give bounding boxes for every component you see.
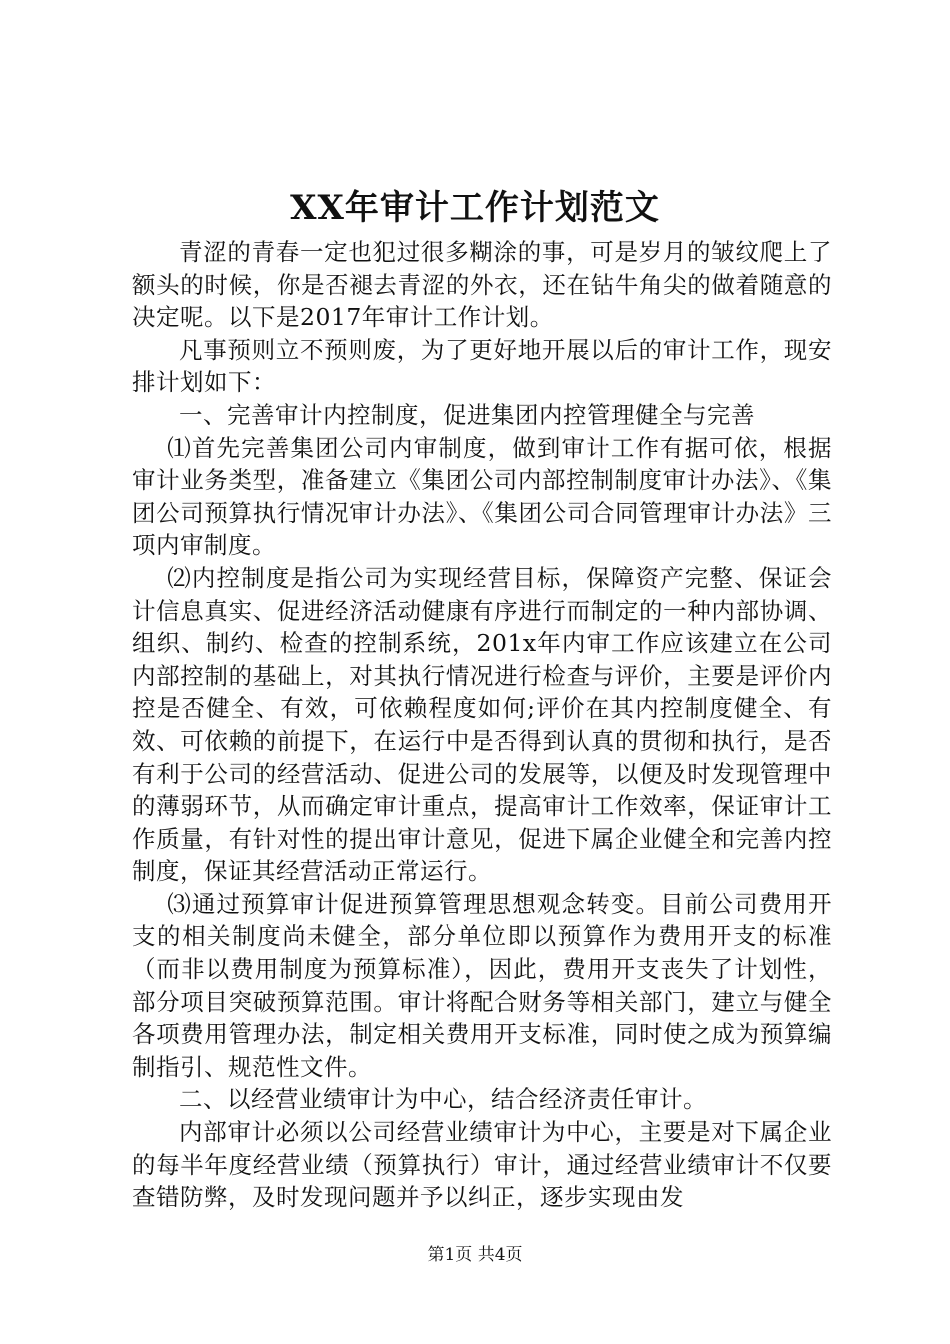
section-2-paragraph: 内部审计必须以公司经营业绩审计为中心，主要是对下属企业的每半年度经营业绩（预算执行）审计，通过经营业绩审计不仅要查错防弊，及时发现问题并予以纠正，逐步实现由发 bbox=[132, 1118, 832, 1212]
item-2-paragraph: ⑵内控制度是指公司为实现经营目标，保障资产完整、保证会计信息真实、促进经济活动健康有序进行而制定的一种内部协调、组织、制约、检查的控制系统，201x年内审工作应该建立在公司内部控制的基础上，对其执行情况进行检查与评价，主要是评价内控是否健全、有效，可依赖程度如何;评价在其内控制度健全、有效、可依赖的前提下，在运行中是否得到认真的贯彻和执行，是否有利于公司的经营活动、促进公司的发展等，以便及时发现管理中的薄弱环节，从而确定审计重点，提高审计工作效率，保证审计工作质量，有针对性的提出审计意见，促进下属企业健全和完善内控制度，保证其经营活动正常运行。 bbox=[132, 563, 832, 886]
item-1-paragraph: ⑴首先完善集团公司内审制度，做到审计工作有据可依，根据审计业务类型，准备建立《集团公司内部控制制度审计办法》、《集团公司预算执行情况审计办法》、《集团公司合同管理审计办法》三项内审制度。 bbox=[132, 433, 832, 560]
page-footer: 第1页 共4页 bbox=[427, 1245, 523, 1265]
document-title: XX年审计工作计划范文 bbox=[290, 188, 660, 228]
item-3-paragraph: ⑶通过预算审计促进预算管理思想观念转变。目前公司费用开支的相关制度尚未健全，部分单位即以预算作为费用开支的标准（而非以费用制度为预算标准），因此，费用开支丧失了计划性，部分项目突破预算范围。审计将配合财务等相关部门，建立与健全各项费用管理办法，制定相关费用开支标准，同时使之成为预算编制指引、规范性文件。 bbox=[132, 889, 832, 1081]
plan-intro-paragraph: 凡事预则立不预则废，为了更好地开展以后的审计工作，现安排计划如下： bbox=[132, 335, 832, 397]
section-heading-2: 二、以经营业绩审计为中心，结合经济责任审计。 bbox=[179, 1085, 707, 1114]
document-body bbox=[132, 236, 832, 1214]
intro-paragraph: 青涩的青春一定也犯过很多糊涂的事，可是岁月的皱纹爬上了额头的时候，你是否褪去青涩的外衣，还在钻牛角尖的做着随意的决定呢。以下是2017年审计工作计划。 bbox=[132, 238, 832, 332]
section-heading-1: 一、完善审计内控制度，促进集团内控管理健全与完善 bbox=[179, 400, 755, 429]
